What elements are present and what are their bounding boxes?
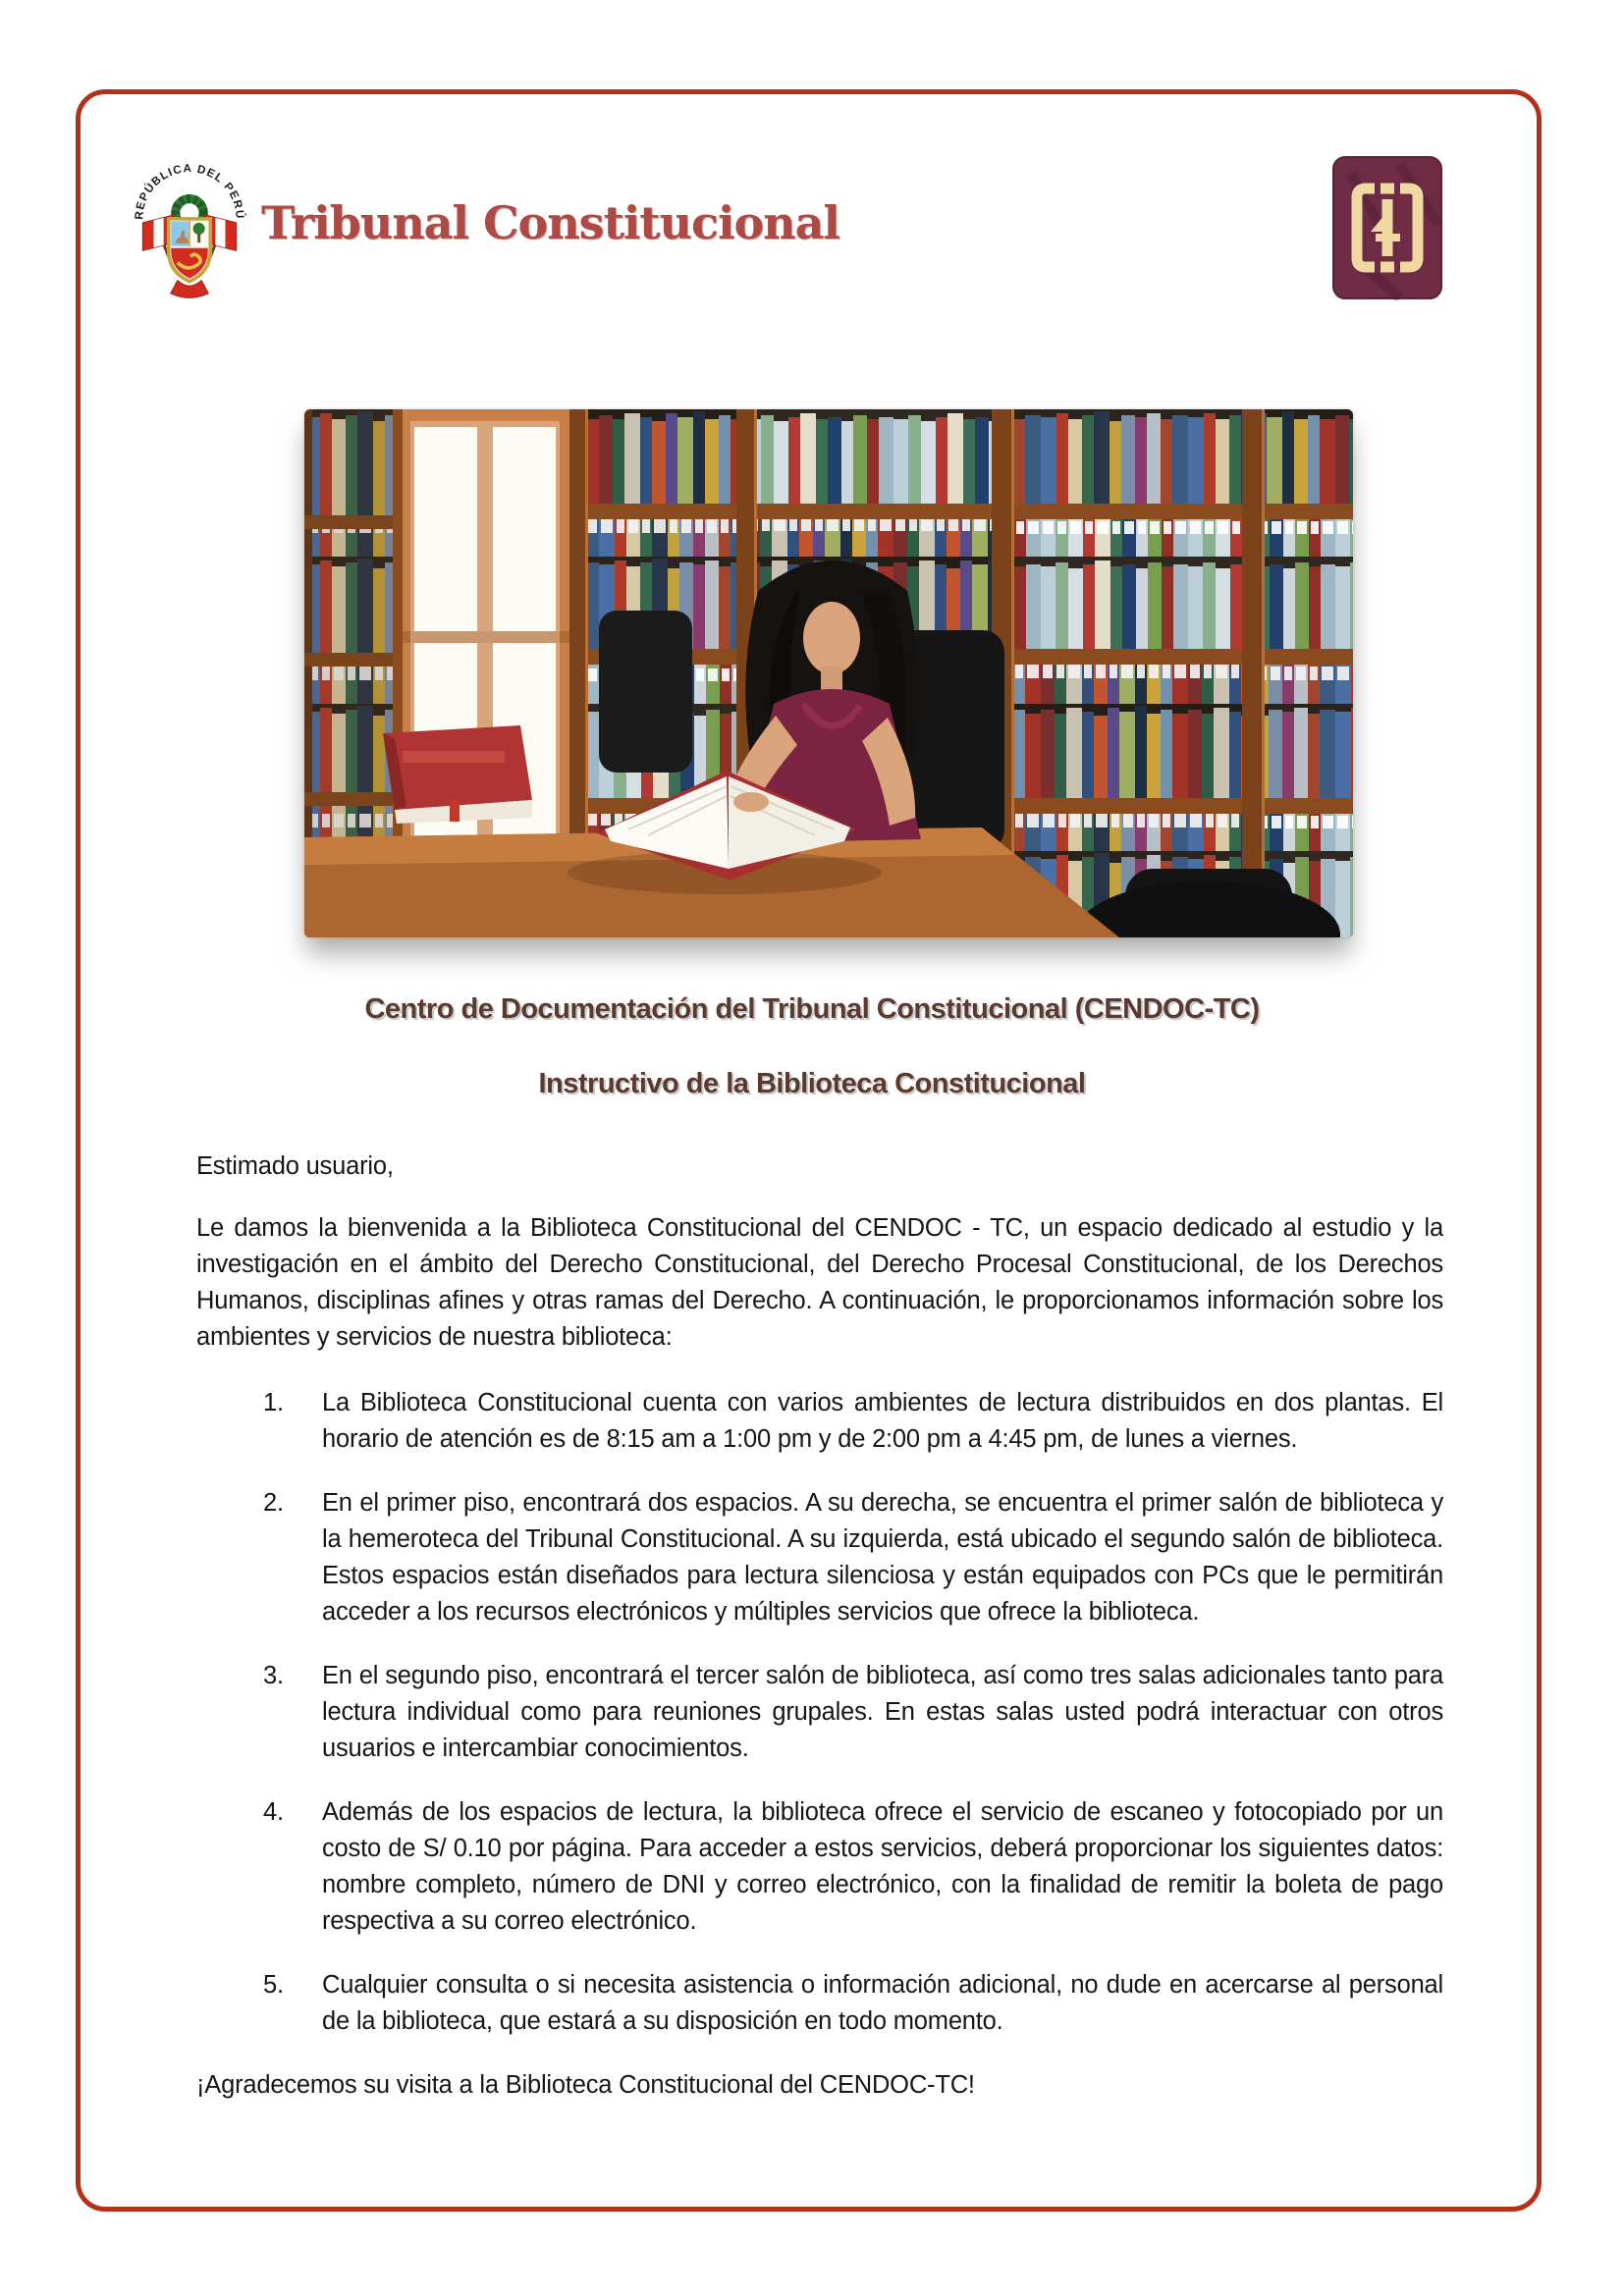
list-item bbox=[196, 1967, 1443, 2040]
item-text: Cualquier consulta o si necesita asistencia o información adicional, no dude en acercarse al personal de la biblioteca, que estará a su disposición en todo momento. bbox=[322, 1971, 1443, 2035]
greeting: Estimado usuario, bbox=[196, 1152, 394, 1180]
library-photo bbox=[304, 409, 1353, 937]
list-item bbox=[196, 1658, 1443, 1767]
item-text: La Biblioteca Constitucional cuenta con varios ambientes de lectura distribuidos en dos plantas. El horario de atención es de 8:15 am a 1:00 pm y de 2:00 pm a 4:45 pm, de lunes a viernes. bbox=[322, 1389, 1443, 1453]
emblem-caption: REPÚBLICA DEL PERÚ bbox=[133, 162, 246, 221]
item-number: 5. bbox=[263, 1971, 284, 1999]
item-number: 3. bbox=[263, 1662, 284, 1689]
heading-main: Centro de Documentación del Tribunal Constitucional (CENDOC-TC) bbox=[364, 993, 1260, 1025]
item-text: Además de los espacios de lectura, la biblioteca ofrece el servicio de escaneo y fotocopiado por un costo de S/ 0.10 por página. Para acceder a estos servicios, deberá proporcionar los siguientes datos: nombre completo, número de DNI y correo electrónico, con la finalidad de remitir la boleta de pago respectiva a su correo electrónico. bbox=[322, 1798, 1443, 1935]
item-text: En el primer piso, encontrará dos espacios. A su derecha, se encuentra el primer salón de biblioteca y la hemeroteca del Tribunal Constitucional. A su izquierda, está ubicado el segundo salón de biblioteca. Estos espacios están diseñados para lectura silenciosa y están equipados con PCs que le permitirán acceder a los recursos electrónicos y múltiples servicios que ofrece la biblioteca. bbox=[322, 1489, 1443, 1626]
intro-paragraph: Le damos la bienvenida a la Biblioteca Constitucional del CENDOC - TC, un espacio dedicado al estudio y la investigación en el ámbito del Derecho Constitucional, del Derecho Procesal Constitucional, de los Derechos Humanos, disciplinas afines y otras ramas del Derecho. A continuación, le proporcionamos información sobre los ambientes y servicios de nuestra biblioteca: bbox=[196, 1214, 1443, 1351]
document-body bbox=[196, 1148, 1443, 2104]
list-item bbox=[196, 1794, 1443, 1940]
peru-coat-of-arms-icon bbox=[131, 155, 248, 304]
item-text: En el segundo piso, encontrará el tercer salón de biblioteca, así como tres salas adicionales tanto para lectura individual como para reuniones grupales. En estas salas usted podrá interactuar con otros usuarios e intercambiar conocimientos. bbox=[322, 1662, 1443, 1762]
org-title: Tribunal Constitucional bbox=[261, 196, 839, 249]
cendoc-logo-icon bbox=[1331, 155, 1443, 300]
item-number: 2. bbox=[263, 1489, 284, 1517]
closing-note: ¡Agradecemos su visita a la Biblioteca Constitucional del CENDOC-TC! bbox=[196, 2071, 975, 2099]
heading-sub: Instructivo de la Biblioteca Constitucional bbox=[538, 1068, 1086, 1099]
list-item bbox=[196, 1385, 1443, 1458]
item-number: 1. bbox=[263, 1389, 284, 1416]
instruction-list bbox=[196, 1385, 1443, 2040]
list-item bbox=[196, 1485, 1443, 1630]
item-number: 4. bbox=[263, 1798, 284, 1826]
